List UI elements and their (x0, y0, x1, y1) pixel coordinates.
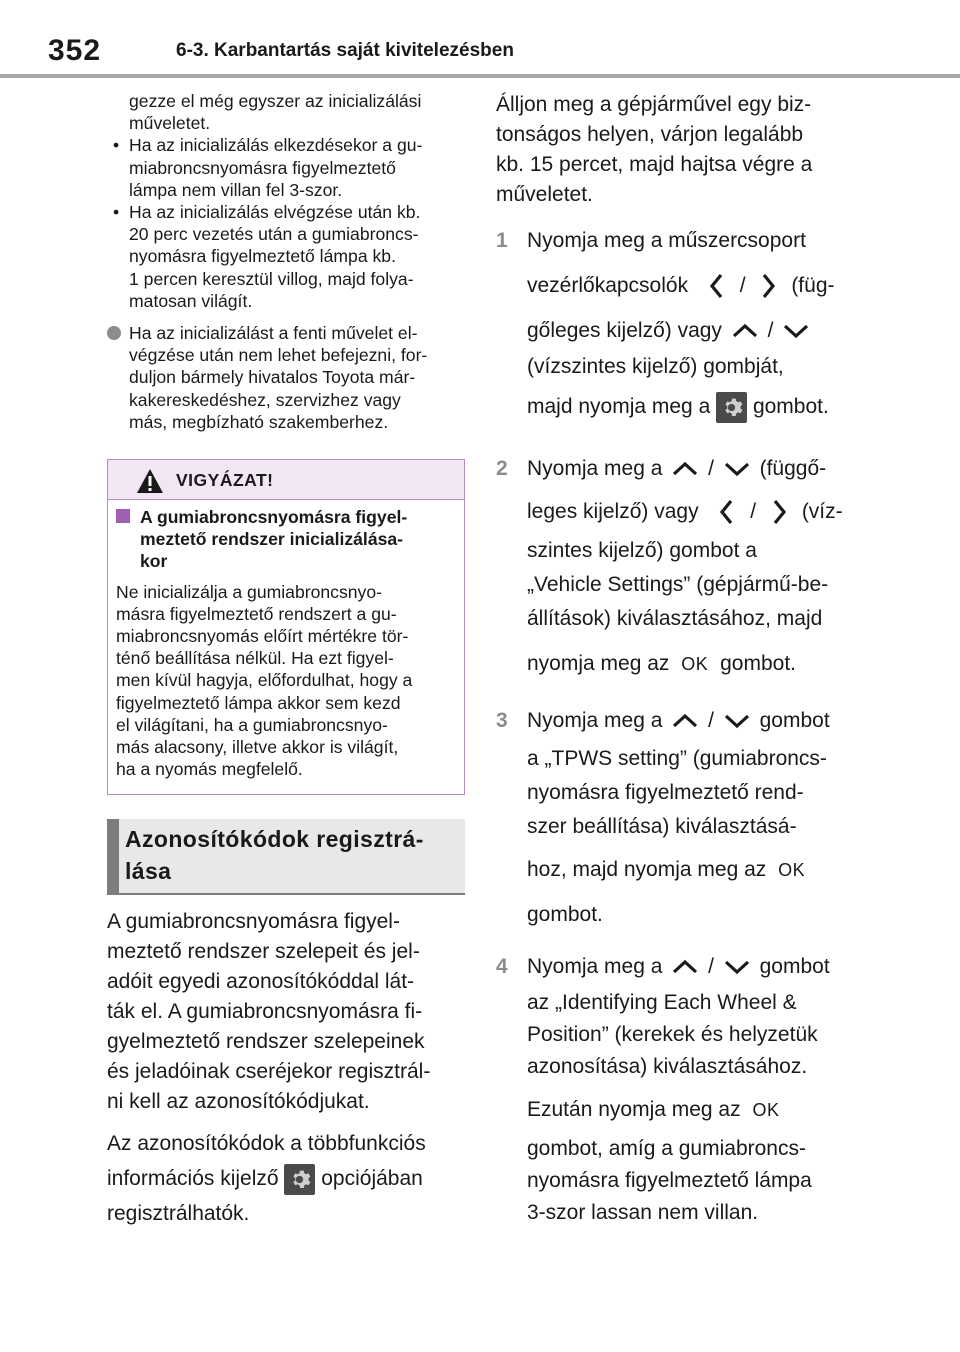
text-span: gombot. (720, 652, 796, 675)
slash: / (750, 500, 757, 523)
text-line (527, 706, 856, 736)
circle-bullet-icon (107, 326, 121, 340)
text-line: kb. 15 percet, majd hajtsa végre a (496, 153, 813, 176)
text-line: a „TPWS setting” (gumiabroncs- (527, 747, 827, 770)
text-line: szer beállítása) kiválasztásá- (527, 815, 797, 838)
text-line: A gumiabroncsnyomásra figyel- (107, 910, 400, 934)
chevron-up-icon (728, 318, 762, 344)
slash: / (708, 955, 714, 978)
text-line: ha a nyomás megfelelő. (116, 759, 303, 780)
text-line (107, 1159, 465, 1199)
chevron-left-icon (700, 271, 734, 301)
chevron-left-icon (710, 497, 744, 527)
right-column (496, 90, 856, 1228)
text-line: és jeladóinak cseréjekor regisztrál- (107, 1060, 431, 1084)
caution-title: VIGYÁZAT! (176, 470, 274, 491)
text-span: majd nyomja meg a (527, 395, 711, 418)
step-number: 3 (496, 709, 508, 732)
chevron-up-icon (668, 708, 702, 734)
text-span: (füg- (791, 274, 835, 297)
intro-paragraph (496, 90, 856, 210)
text-line: men kívül hagyja, előfordulhat, hogy a (116, 670, 413, 691)
text-line: ténő beállítása nélkül. Ha ezt figyel- (116, 648, 394, 669)
paragraph (107, 1129, 465, 1229)
note-item (107, 322, 465, 433)
text-line: miabroncsnyomás előírt mértékre tör- (116, 626, 409, 647)
text-line: ni kell az azonosítókódjukat. (107, 1090, 370, 1114)
chevron-right-icon (751, 271, 785, 301)
text-line: tonságos helyen, várjon legalább (496, 123, 804, 146)
text-line: Az azonosítókódok a többfunkciós (107, 1132, 426, 1156)
text-line: Azonosítókódok regisztrá- (125, 826, 424, 853)
text-line: meztető rendszer inicializálása- (140, 529, 404, 550)
text-line: meztető rendszer szelepeit és jel- (107, 940, 420, 964)
text-line: matosan világít. (129, 290, 253, 311)
text-span: hoz, majd nyomja meg az (527, 858, 767, 881)
text-line: lámpa nem villan fel 3-szor. (129, 179, 343, 200)
section-heading (125, 823, 455, 887)
text-line (527, 306, 856, 356)
text-line: gombot, amíg a gumiabroncs- (527, 1137, 806, 1160)
text-line (527, 1090, 856, 1130)
bullet-marker: • (113, 202, 120, 223)
caution-body (108, 500, 464, 794)
text-line: regisztrálhatók. (107, 1202, 250, 1226)
caution-text (116, 581, 456, 781)
text-span: opciójában (321, 1167, 423, 1191)
text-line: miabroncsnyomásra figyelmeztető (129, 157, 396, 178)
text-span: Ezután nyomja meg az (527, 1098, 741, 1121)
text-span: gőleges kijelző) vagy (527, 319, 722, 342)
text-line: nyomásra figyelmeztető lámpa (527, 1169, 812, 1192)
text-line: A gumiabroncsnyomásra figyel- (140, 507, 408, 528)
ok-button-label: OK (752, 1100, 780, 1120)
chevron-up-icon (668, 456, 702, 482)
text-line (527, 644, 856, 684)
text-span: Nyomja meg a (527, 457, 663, 480)
slash: / (708, 457, 714, 480)
header-divider (0, 74, 960, 78)
text-line: állítások) kiválasztásához, majd (527, 607, 823, 630)
text-line: duljon bármely hivatalos Toyota már- (129, 367, 416, 388)
text-line: Ne inicializálja a gumiabroncsnyo- (116, 581, 382, 602)
text-line: más alacsony, illetve akkor is világít, (116, 737, 399, 758)
step-2 (496, 454, 856, 684)
chevron-down-icon (720, 456, 754, 482)
text-span: vezérlőkapcsolók (527, 274, 689, 297)
text-line: másra figyelmeztető rendszert a gu- (116, 603, 397, 624)
step-4 (496, 952, 856, 1228)
slash: / (708, 709, 714, 732)
caution-subtitle (116, 506, 456, 573)
text-line: gombot. (527, 903, 603, 926)
text-line (527, 454, 856, 484)
ok-button-label: OK (778, 860, 806, 880)
settings-gear-icon (284, 1164, 315, 1195)
ok-button-label: OK (681, 654, 709, 674)
text-line: ták el. A gumiabroncsnyomásra fi- (107, 1000, 423, 1024)
text-span: leges kijelző) vagy (527, 500, 699, 523)
text-line: 3-szor lassan nem villan. (527, 1201, 759, 1224)
step-number: 2 (496, 457, 508, 480)
step-1 (496, 226, 856, 432)
text-line: gyelmeztető rendszer szelepeinek (107, 1030, 425, 1054)
text-line: el világítani, ha a gumiabroncsnyo- (116, 714, 388, 735)
chevron-down-icon (779, 318, 813, 344)
page-number: 352 (48, 34, 102, 67)
text-line: szintes kijelző) gombot a (527, 539, 757, 562)
text-span: gombot. (752, 395, 829, 418)
text-line: adóit egyedi azonosítókóddal lát- (107, 970, 415, 994)
slash: / (739, 274, 746, 297)
text-line: 1 percen keresztül villog, majd folya- (129, 268, 414, 289)
text-line: végzése után nem lehet befejezni, for- (129, 345, 428, 366)
text-line: 20 perc vezetés után a gumiabroncs- (129, 224, 419, 245)
page-header (0, 0, 960, 80)
text-span: gombot (759, 955, 830, 978)
caution-box (107, 459, 465, 795)
text-span: nyomja meg az (527, 652, 670, 675)
warning-triangle-icon (136, 468, 164, 494)
text-span: gombot (759, 709, 830, 732)
text-line: nyomásra figyelmeztető lámpa kb. (129, 246, 396, 267)
text-line (527, 382, 856, 432)
square-bullet-icon (116, 509, 130, 523)
bullet-item (107, 201, 465, 312)
section-title: 6-3. Karbantartás saját kivitelezésben (176, 40, 514, 61)
text-line: az „Identifying Each Wheel & (527, 991, 797, 1014)
text-span: (függő- (759, 457, 827, 480)
text-span: információs kijelző (107, 1167, 279, 1191)
text-span: Nyomja meg a (527, 709, 663, 732)
step-number: 1 (496, 229, 508, 252)
step-3 (496, 706, 856, 930)
chevron-up-icon (668, 954, 702, 980)
chevron-down-icon (720, 954, 754, 980)
text-line: Ha az inicializálást a fenti művelet el- (129, 323, 418, 344)
text-line (527, 492, 856, 532)
text-span: (víz- (801, 500, 843, 523)
text-line: Nyomja meg a műszercsoport (527, 229, 806, 252)
text-line: nyomásra figyelmeztető rend- (527, 781, 804, 804)
bullet-marker: • (113, 135, 120, 156)
text-span: Nyomja meg a (527, 955, 663, 978)
text-line: Position” (kerekek és helyzetük (527, 1023, 818, 1046)
text-line: „Vehicle Settings” (gépjármű-be- (527, 573, 829, 596)
text-line: Ha az inicializálás elvégzése után kb. (129, 202, 421, 223)
continued-text (107, 90, 465, 134)
text-line: gezze el még egyszer az inicializálási (129, 91, 422, 111)
text-line: azonosítása) kiválasztásához. (527, 1055, 808, 1078)
text-line (527, 266, 856, 306)
section-heading-box (107, 819, 465, 895)
caution-header (108, 460, 464, 500)
text-line: kakereskedéshez, szervizhez vagy (129, 389, 401, 410)
text-line (527, 850, 856, 890)
chevron-right-icon (762, 497, 796, 527)
text-line: lása (125, 858, 172, 885)
text-line: kor (140, 551, 168, 572)
chevron-down-icon (720, 708, 754, 734)
text-line: Ha az inicializálás elkezdésekor a gu- (129, 135, 423, 156)
text-line (527, 952, 856, 982)
settings-gear-icon (716, 392, 747, 423)
paragraph (107, 907, 465, 1117)
text-line: más, megbízható szakemberhez. (129, 411, 389, 432)
slash: / (767, 319, 774, 342)
left-column (107, 90, 465, 1229)
text-line: műveletet. (496, 183, 593, 206)
text-line: (vízszintes kijelző) gombját, (527, 355, 784, 378)
step-number: 4 (496, 955, 508, 978)
text-line: figyelmeztető lámpa akkor sem kezd (116, 692, 401, 713)
text-line: műveletet. (129, 113, 211, 134)
text-line: Álljon meg a gépjárművel egy biz- (496, 93, 812, 116)
bullet-item (107, 134, 465, 201)
